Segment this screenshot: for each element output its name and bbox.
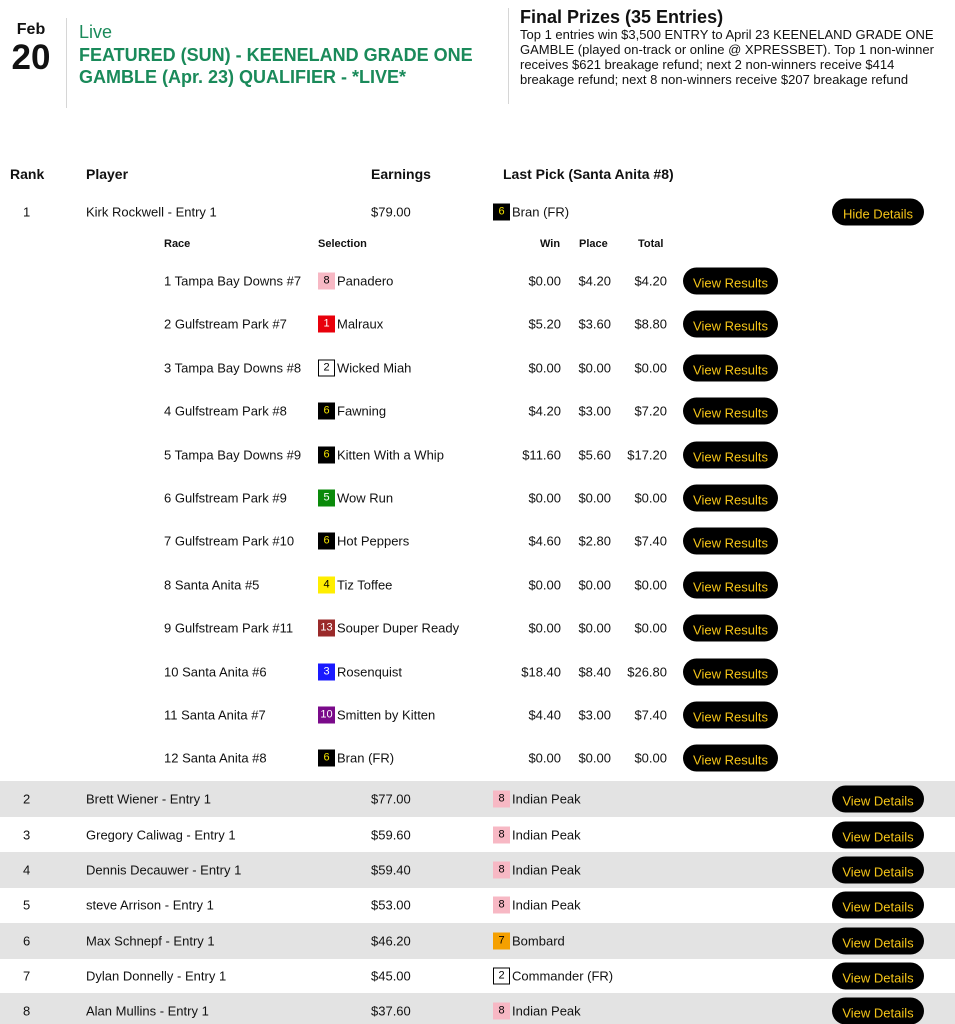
details-race: 10 Santa Anita #6 (164, 664, 267, 680)
view-details-button[interactable]: View Details (832, 857, 924, 884)
contest-status: Live (79, 22, 113, 42)
horse-name: Fawning (337, 403, 387, 419)
view-details-button[interactable]: View Details (832, 963, 924, 990)
program-number-badge: 8 (493, 827, 510, 844)
row-earnings: $37.60 (371, 1003, 411, 1019)
row-earnings: $53.00 (371, 897, 411, 913)
row-earnings: $79.00 (371, 204, 411, 220)
view-results-button[interactable]: View Results (683, 398, 778, 425)
view-results-button[interactable]: View Results (683, 745, 778, 772)
details-win: $4.20 (528, 403, 561, 419)
program-number-badge: 6 (318, 533, 335, 550)
program-number-badge: 7 (493, 933, 510, 950)
row-player: Gregory Caliwag - Entry 1 (86, 827, 236, 843)
details-total: $0.00 (634, 490, 667, 506)
details-column-race: Race (164, 238, 191, 250)
row-player: steve Arrison - Entry 1 (86, 897, 214, 913)
row-rank: 6 (23, 933, 31, 949)
row-last-pick (493, 1003, 581, 1020)
view-results-button[interactable]: View Results (683, 702, 778, 729)
header-divider (508, 8, 509, 104)
details-race: 12 Santa Anita #8 (164, 750, 267, 766)
details-column-total: Total (638, 238, 664, 250)
row-rank: 3 (23, 827, 31, 843)
details-selection (318, 316, 383, 333)
horse-name: Indian Peak (512, 791, 581, 807)
row-last-pick (493, 897, 581, 914)
horse-name: Indian Peak (512, 827, 581, 843)
program-number-badge: 8 (493, 1003, 510, 1020)
view-results-button[interactable]: View Results (683, 571, 778, 598)
details-total: $4.20 (634, 273, 667, 289)
leaderboard-row (0, 923, 955, 959)
program-number-badge: 1 (318, 316, 335, 333)
program-number-badge: 6 (318, 750, 335, 767)
details-row (0, 437, 955, 473)
horse-name: Indian Peak (512, 1003, 581, 1019)
view-results-button[interactable]: View Results (683, 354, 778, 381)
column-earnings: Earnings (371, 166, 431, 182)
contest-title: FEATURED (SUN) - KEENELAND GRADE ONE GAMBLE (Apr. 23) QUALIFIER - *LIVE* (79, 45, 473, 87)
contest-info (79, 22, 499, 88)
details-selection (318, 707, 435, 724)
program-number-badge: 6 (318, 446, 335, 463)
column-rank: Rank (10, 166, 45, 182)
row-rank: 4 (23, 862, 31, 878)
details-selection (318, 750, 394, 767)
view-results-button[interactable]: View Results (683, 268, 778, 295)
leaderboard-header (0, 166, 955, 184)
details-win: $0.00 (528, 620, 561, 636)
view-results-button[interactable]: View Results (683, 615, 778, 642)
row-rank: 7 (23, 968, 31, 984)
horse-name: Bran (FR) (337, 750, 395, 766)
details-selection (318, 663, 402, 680)
view-details-button[interactable]: View Details (832, 998, 924, 1024)
details-win: $0.00 (528, 273, 561, 289)
details-place: $3.00 (578, 403, 611, 419)
details-row (0, 740, 955, 776)
program-number-badge: 6 (493, 204, 510, 221)
header-divider (66, 18, 67, 108)
row-last-pick (493, 933, 565, 950)
details-race: 6 Gulfstream Park #9 (164, 490, 287, 506)
program-number-badge: 3 (318, 663, 335, 680)
details-selection (318, 533, 409, 550)
details-selection (318, 403, 386, 420)
details-win: $0.00 (528, 577, 561, 593)
details-total: $26.80 (627, 664, 667, 680)
row-last-pick (493, 204, 569, 221)
leaderboard-row (0, 958, 955, 994)
details-selection (318, 576, 392, 593)
details-place: $3.00 (578, 707, 611, 723)
horse-name: Smitten by Kitten (337, 707, 436, 723)
program-number-badge: 8 (493, 897, 510, 914)
row-last-pick (493, 968, 613, 985)
row-player: Dennis Decauwer - Entry 1 (86, 862, 242, 878)
row-earnings: $59.60 (371, 827, 411, 843)
details-win: $0.00 (528, 750, 561, 766)
column-last-pick: Last Pick (Santa Anita #8) (503, 166, 674, 182)
details-selection (318, 620, 459, 637)
horse-name: Malraux (337, 316, 384, 332)
leaderboard-row (0, 781, 955, 817)
view-results-button[interactable]: View Results (683, 485, 778, 512)
horse-name: Souper Duper Ready (337, 620, 460, 636)
details-place: $4.20 (578, 273, 611, 289)
program-number-badge: 5 (318, 490, 335, 507)
row-player: Kirk Rockwell - Entry 1 (86, 204, 217, 220)
details-place: $0.00 (578, 360, 611, 376)
details-row (0, 610, 955, 646)
prizes-panel (520, 7, 945, 87)
details-total: $8.80 (634, 316, 667, 332)
details-place: $0.00 (578, 750, 611, 766)
hide-details-button[interactable]: Hide Details (832, 199, 924, 226)
details-total: $0.00 (634, 620, 667, 636)
leaderboard-row (0, 852, 955, 888)
program-number-badge: 8 (493, 862, 510, 879)
details-win: $18.40 (521, 664, 561, 680)
details-column-win: Win (540, 238, 561, 250)
row-player: Brett Wiener - Entry 1 (86, 791, 211, 807)
horse-name: Hot Peppers (337, 533, 410, 549)
view-results-button[interactable]: View Results (683, 658, 778, 685)
program-number-badge: 13 (318, 620, 335, 637)
horse-name: Panadero (337, 273, 394, 289)
details-place: $3.60 (578, 316, 611, 332)
view-results-button[interactable]: View Results (683, 311, 778, 338)
details-header (0, 238, 955, 252)
details-column-place: Place (579, 238, 608, 250)
details-column-selection: Selection (318, 238, 367, 250)
details-race: 8 Santa Anita #5 (164, 577, 260, 593)
details-row (0, 654, 955, 690)
details-selection (318, 359, 411, 376)
row-rank: 1 (23, 204, 31, 220)
details-row (0, 567, 955, 603)
row-last-pick (493, 862, 581, 879)
date-day: 20 (11, 38, 51, 77)
details-race: 3 Tampa Bay Downs #8 (164, 360, 302, 376)
details-win: $11.60 (522, 447, 561, 463)
details-win: $5.20 (528, 316, 561, 332)
details-race: 5 Tampa Bay Downs #9 (164, 447, 302, 463)
column-player: Player (86, 166, 129, 182)
row-rank: 8 (23, 1003, 31, 1019)
row-earnings: $46.20 (371, 933, 411, 949)
row-rank: 2 (23, 791, 31, 807)
horse-name: Indian Peak (512, 897, 581, 913)
view-details-button[interactable]: View Details (832, 786, 924, 813)
details-race: 2 Gulfstream Park #7 (164, 316, 287, 332)
details-row (0, 263, 955, 299)
details-total: $7.20 (634, 403, 667, 419)
details-win: $0.00 (528, 490, 561, 506)
details-win: $4.40 (528, 707, 561, 723)
view-details-button[interactable]: View Details (832, 892, 924, 919)
row-last-pick (493, 791, 581, 808)
row-earnings: $77.00 (371, 791, 411, 807)
program-number-badge: 8 (318, 273, 335, 290)
details-place: $5.60 (578, 447, 611, 463)
details-row (0, 697, 955, 733)
view-results-button[interactable]: View Results (683, 441, 778, 468)
prizes-description: Top 1 entries win $3,500 ENTRY to April 23 KEENELAND GRADE ONE GAMBLE (played on-track or online @ XPRESSBET). Top 1 non-winner receives $621 breakage refund; next 2 non-winners receive $414 breakage refund; next 8 non-winners receive $207 breakage refund (520, 27, 934, 87)
contest-date (6, 20, 56, 76)
details-row (0, 480, 955, 516)
details-place: $0.00 (578, 577, 611, 593)
row-earnings: $59.40 (371, 862, 411, 878)
leaderboard-row (0, 993, 955, 1024)
details-win: $0.00 (528, 360, 561, 376)
details-race: 9 Gulfstream Park #11 (164, 620, 294, 636)
details-row (0, 306, 955, 342)
details-row (0, 523, 955, 559)
row-player: Max Schnepf - Entry 1 (86, 933, 215, 949)
horse-name: Bran (FR) (512, 204, 570, 220)
horse-name: Tiz Toffee (337, 577, 393, 593)
program-number-badge: 2 (318, 359, 335, 376)
date-month: Feb (16, 21, 46, 38)
details-total: $7.40 (634, 707, 667, 723)
horse-name: Bombard (512, 933, 565, 949)
horse-name: Kitten With a Whip (337, 447, 444, 463)
program-number-badge: 8 (493, 791, 510, 808)
program-number-badge: 10 (318, 707, 335, 724)
view-results-button[interactable]: View Results (683, 528, 778, 555)
horse-name: Rosenquist (337, 664, 403, 680)
program-number-badge: 4 (318, 576, 335, 593)
details-race: 4 Gulfstream Park #8 (164, 403, 287, 419)
horse-name: Wow Run (337, 490, 394, 506)
leaderboard-row (0, 887, 955, 923)
row-player: Dylan Donnelly - Entry 1 (86, 968, 227, 984)
details-total: $17.20 (627, 447, 667, 463)
details-place: $0.00 (578, 620, 611, 636)
row-rank: 5 (23, 897, 31, 913)
prizes-title: Final Prizes (35 Entries) (520, 7, 724, 27)
leaderboard-row (0, 194, 955, 230)
details-row (0, 393, 955, 429)
details-total: $0.00 (634, 750, 667, 766)
horse-name: Wicked Miah (337, 360, 412, 376)
details-selection (318, 490, 393, 507)
leaderboard-row (0, 817, 955, 853)
row-last-pick (493, 827, 581, 844)
horse-name: Indian Peak (512, 862, 581, 878)
details-place: $0.00 (578, 490, 611, 506)
details-selection (318, 446, 444, 463)
program-number-badge: 6 (318, 403, 335, 420)
view-details-button[interactable]: View Details (832, 822, 924, 849)
details-win: $4.60 (528, 533, 561, 549)
horse-name: Commander (FR) (512, 968, 614, 984)
details-place: $2.80 (578, 533, 611, 549)
row-earnings: $45.00 (371, 968, 411, 984)
details-row (0, 350, 955, 386)
details-total: $7.40 (634, 533, 667, 549)
details-place: $8.40 (578, 664, 611, 680)
program-number-badge: 2 (493, 968, 510, 985)
details-selection (318, 273, 393, 290)
view-details-button[interactable]: View Details (832, 928, 924, 955)
details-race: 1 Tampa Bay Downs #7 (164, 273, 302, 289)
contest-header (0, 0, 955, 130)
details-total: $0.00 (634, 360, 667, 376)
details-total: $0.00 (634, 577, 667, 593)
details-race: 7 Gulfstream Park #10 (164, 533, 295, 549)
details-race: 11 Santa Anita #7 (164, 707, 266, 723)
row-player: Alan Mullins - Entry 1 (86, 1003, 209, 1019)
